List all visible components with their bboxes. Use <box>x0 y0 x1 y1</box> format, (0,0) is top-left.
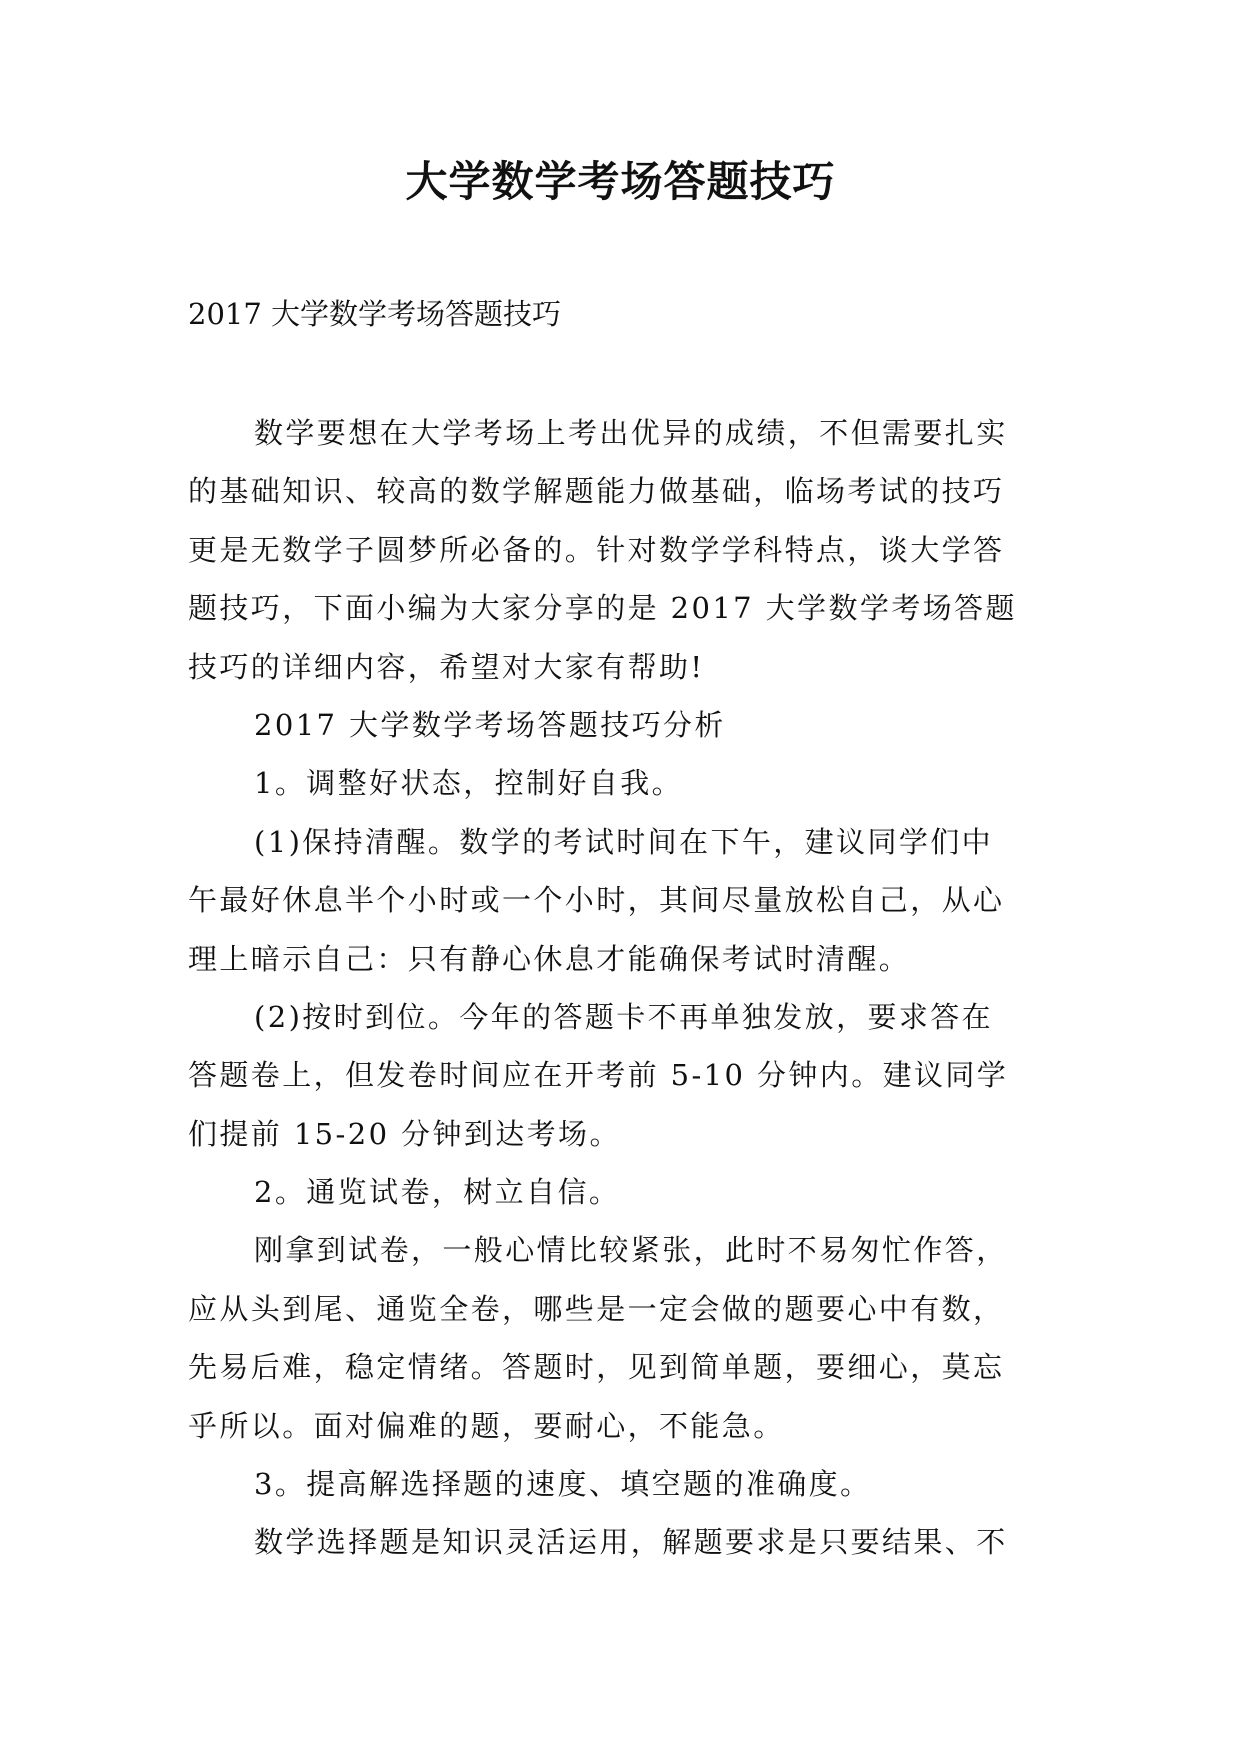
document-title: 大学数学考场答题技巧 <box>405 157 836 206</box>
text-line: 理上暗示自己：只有静心休息才能确保考试时清醒。 <box>188 941 911 976</box>
text-line: 2017 大学数学考场答题技巧分析 <box>254 707 726 742</box>
text-line: 的基础知识、较高的数学解题能力做基础，临场考试的技巧 <box>188 474 1005 509</box>
text-line: 1。调整好状态，控制好自我。 <box>254 766 684 801</box>
text-line: 午最好休息半个小时或一个小时，其间尽量放松自己，从心 <box>188 883 1005 918</box>
text-line: 技巧的详细内容，希望对大家有帮助! <box>188 649 705 684</box>
text-line: 题技巧，下面小编为大家分享的是 2017 大学数学考场答题 <box>188 591 1017 626</box>
text-line: (2)按时到位。今年的答题卡不再单独发放，要求答在 <box>254 999 994 1034</box>
text-line: 先易后难，稳定情绪。答题时，见到简单题，要细心，莫忘 <box>188 1350 1005 1385</box>
text-line: 们提前 15-20 分钟到达考场。 <box>188 1116 621 1151</box>
text-line: 应从头到尾、通览全卷，哪些是一定会做的题要心中有数， <box>188 1291 1005 1326</box>
text-line: 数学选择题是知识灵活运用，解题要求是只要结果、不 <box>254 1525 1008 1560</box>
text-line: 答题卷上，但发卷时间应在开考前 5-10 分钟内。建议同学 <box>188 1058 1009 1093</box>
document-body <box>188 404 1054 1572</box>
text-line: 数学要想在大学考场上考出优异的成绩，不但需要扎实 <box>254 416 1008 450</box>
text-line: 更是无数学子圆梦所必备的。针对数学学科特点，谈大学答 <box>188 532 1005 567</box>
text-line: 2。通览试卷，树立自信。 <box>254 1175 621 1210</box>
text-line: 乎所以。面对偏难的题，要耐心，不能急。 <box>188 1408 785 1443</box>
text-line: 3。提高解选择题的速度、填空题的准确度。 <box>254 1467 872 1502</box>
document-subtitle: 2017 大学数学考场答题技巧 <box>188 297 562 331</box>
text-line: 刚拿到试卷，一般心情比较紧张，此时不易匆忙作答， <box>254 1233 1008 1268</box>
text-line: (1)保持清醒。数学的考试时间在下午，建议同学们中 <box>254 824 994 859</box>
